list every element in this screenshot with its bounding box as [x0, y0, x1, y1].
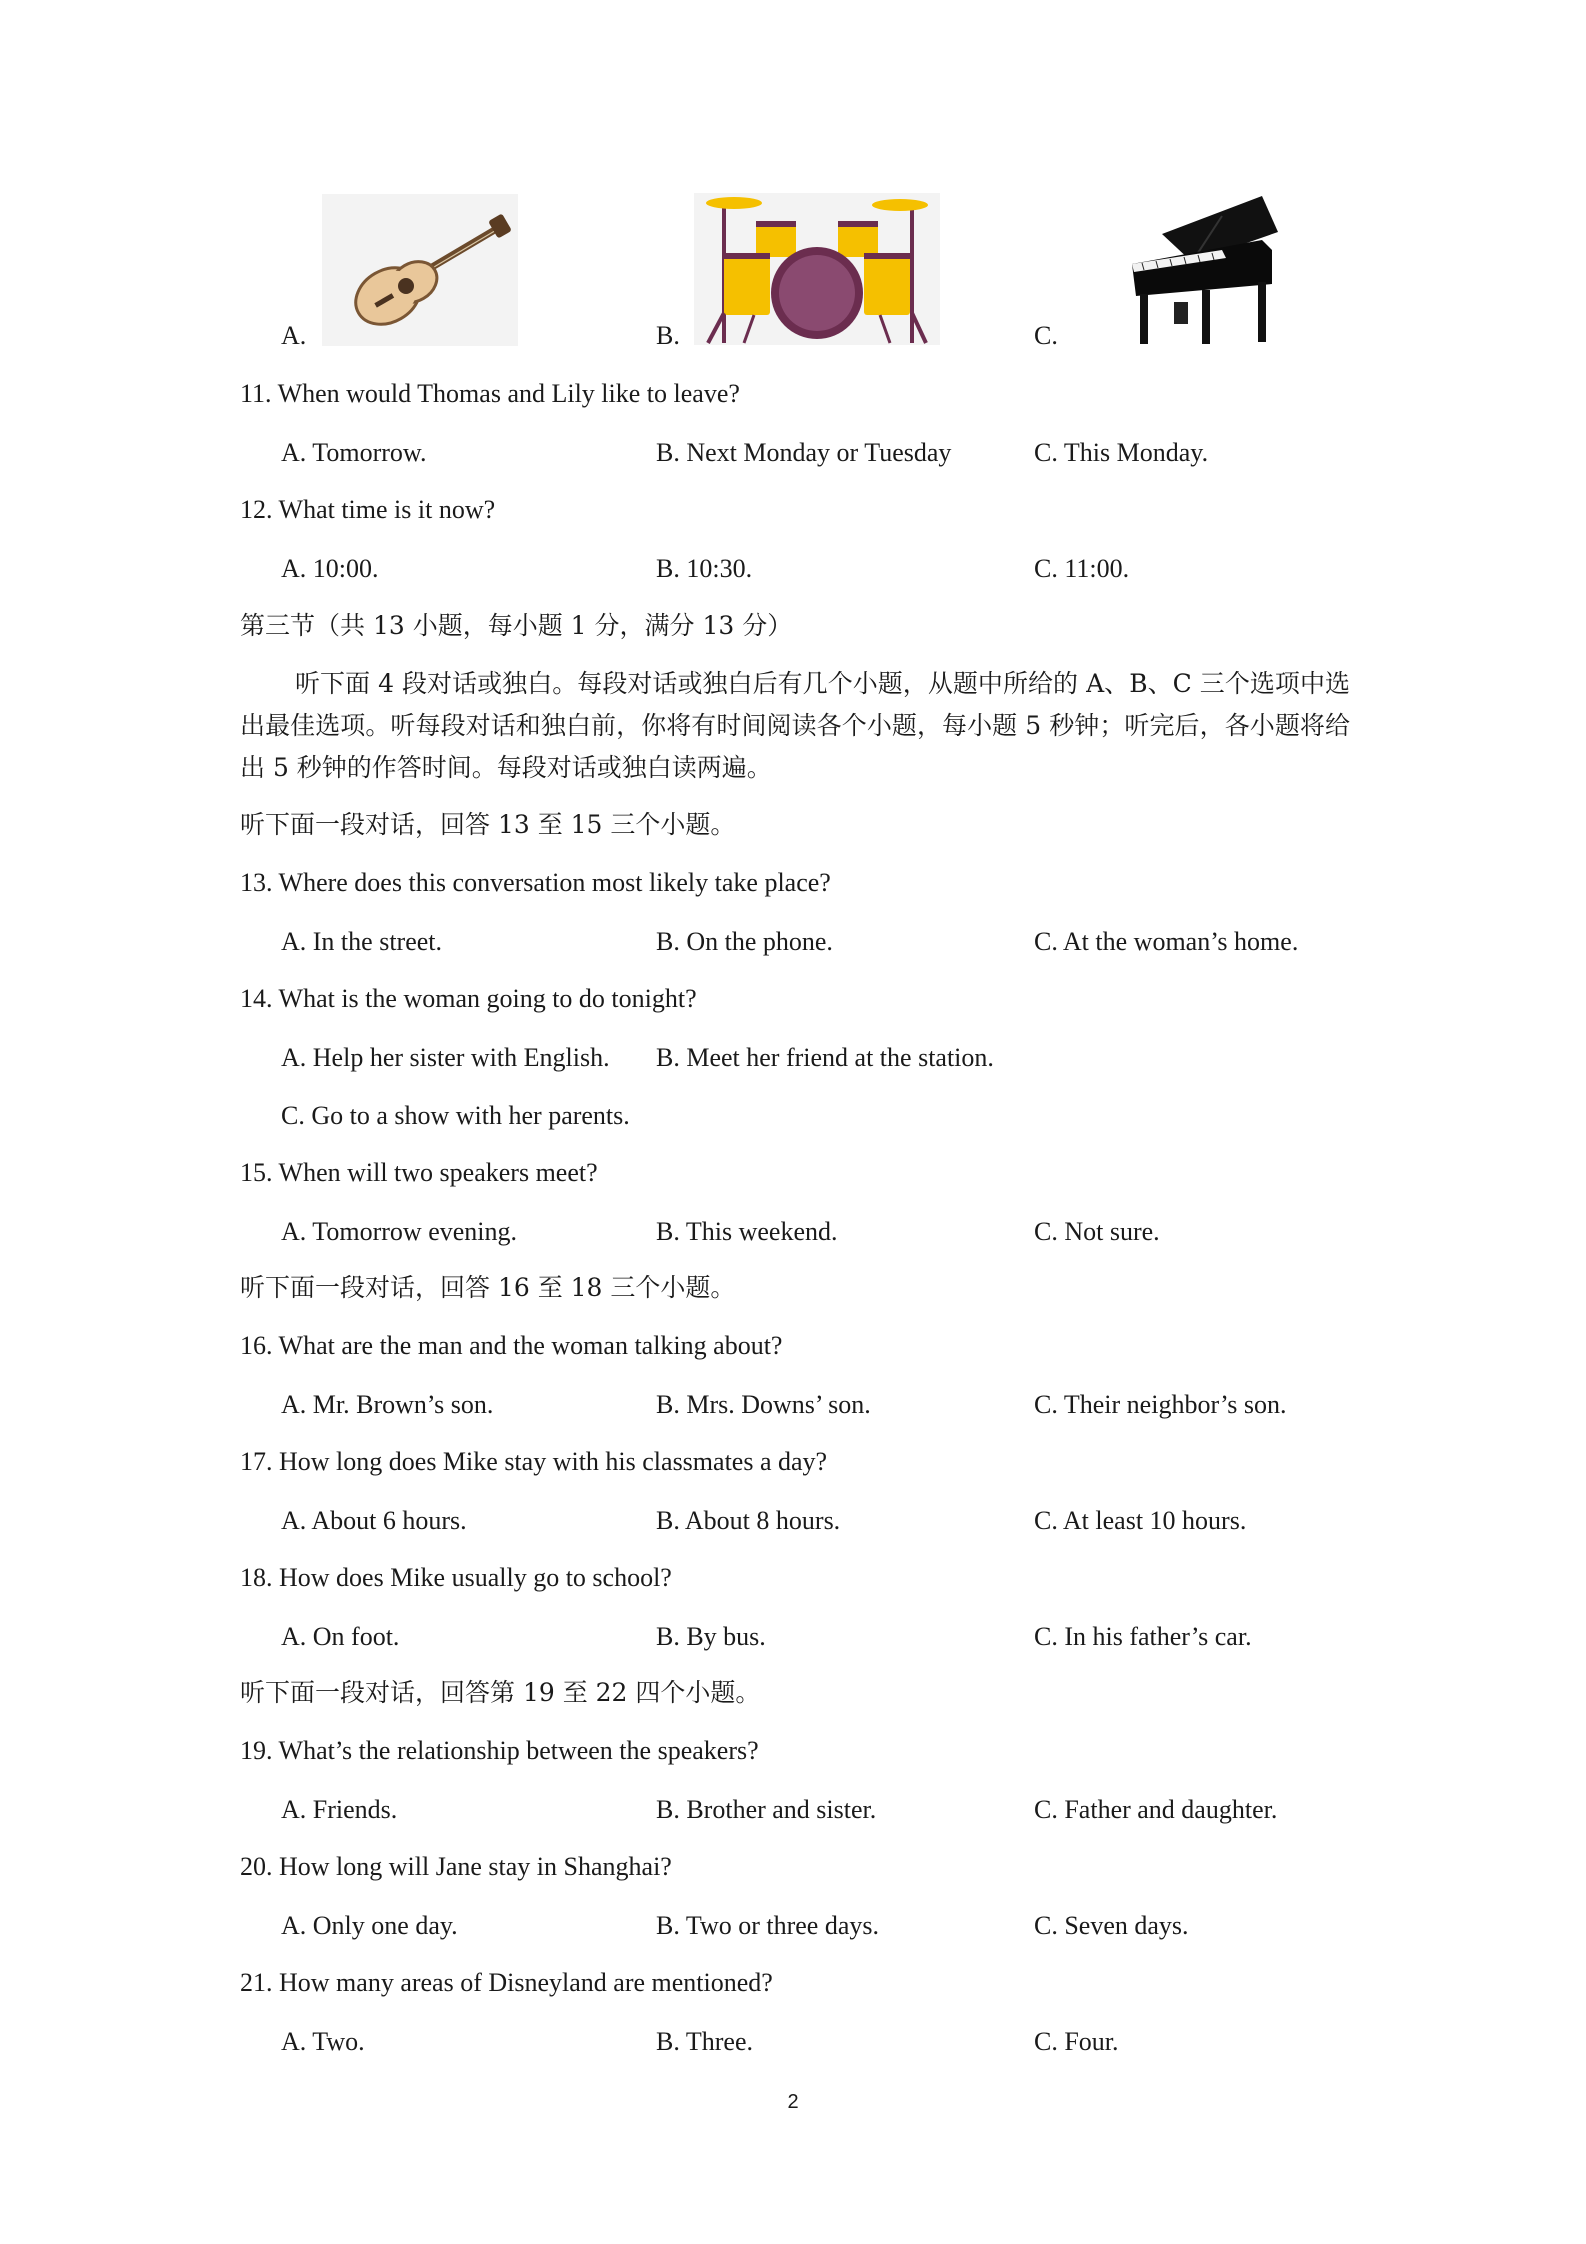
question-19: 19. What’s the relationship between the speakers?: [240, 1736, 759, 1765]
q19-option-c: C. Father and daughter.: [1034, 1795, 1278, 1824]
q16-option-b: B. Mrs. Downs’ son.: [656, 1390, 871, 1419]
question-15: 15. When will two speakers meet?: [240, 1158, 598, 1187]
grand-piano-icon: [1122, 192, 1282, 348]
q20-option-c: C. Seven days.: [1034, 1911, 1189, 1940]
question-13: 13. Where does this conversation most likely take place?: [240, 868, 831, 897]
acoustic-guitar-icon: [322, 194, 518, 346]
q21-option-b: B. Three.: [656, 2027, 753, 2056]
section-3-heading: 第三节（共 13 小题，每小题 1 分，满分 13 分）: [240, 611, 793, 640]
image-option-a-label: A.: [281, 321, 307, 350]
image-option-b-label: B.: [656, 321, 680, 350]
section-3-instructions: 听下面 4 段对话或独白。每段对话或独白后有几个小题，从题中所给的 A、B、C 三个选项中选出最佳选项。听每段对话和独白前，你将有时间阅读各个小题，每小题 5 秒钟；听完后，各小题将给出 5 秒钟的作答时间。每段对话或独白读两遍。: [240, 669, 1350, 782]
q16-option-a: A. Mr. Brown’s son.: [281, 1390, 494, 1419]
q18-option-b: B. By bus.: [656, 1622, 766, 1651]
image-option-c-label: C.: [1034, 321, 1058, 350]
q13-option-b: B. On the phone.: [656, 927, 833, 956]
question-14: 14. What is the woman going to do tonight?: [240, 984, 697, 1013]
drum-kit-icon: [694, 193, 940, 345]
question-11: 11. When would Thomas and Lily like to leave?: [240, 379, 740, 408]
q18-option-a: A. On foot.: [281, 1622, 400, 1651]
q19-option-b: B. Brother and sister.: [656, 1795, 877, 1824]
q21-option-a: A. Two.: [281, 2027, 365, 2056]
q17-option-c: C. At least 10 hours.: [1034, 1506, 1247, 1535]
page-number: 2: [787, 2091, 799, 2113]
q15-option-a: A. Tomorrow evening.: [281, 1217, 517, 1246]
q11-option-a: A. Tomorrow.: [281, 438, 427, 467]
q17-option-b: B. About 8 hours.: [656, 1506, 841, 1535]
q13-option-c: C. At the woman’s home.: [1034, 927, 1299, 956]
q14-option-a: A. Help her sister with English.: [281, 1043, 610, 1072]
q12-option-b: B. 10:30.: [656, 554, 753, 583]
question-21: 21. How many areas of Disneyland are mentioned?: [240, 1968, 773, 1997]
q12-option-c: C. 11:00.: [1034, 554, 1130, 583]
question-16: 16. What are the man and the woman talking about?: [240, 1331, 783, 1360]
q20-option-b: B. Two or three days.: [656, 1911, 879, 1940]
q17-option-a: A. About 6 hours.: [281, 1506, 467, 1535]
q20-option-a: A. Only one day.: [281, 1911, 458, 1940]
q16-option-c: C. Their neighbor’s son.: [1034, 1390, 1287, 1419]
question-17: 17. How long does Mike stay with his classmates a day?: [240, 1447, 828, 1476]
q14-option-b: B. Meet her friend at the station.: [656, 1043, 994, 1072]
dialog-3-intro: 听下面一段对话，回答第 19 至 22 四个小题。: [240, 1678, 761, 1707]
q14-option-c: C. Go to a show with her parents.: [281, 1101, 630, 1130]
question-18: 18. How does Mike usually go to school?: [240, 1563, 672, 1592]
q18-option-c: C. In his father’s car.: [1034, 1622, 1252, 1651]
dialog-2-intro: 听下面一段对话，回答 16 至 18 三个小题。: [240, 1273, 736, 1302]
q19-option-a: A. Friends.: [281, 1795, 398, 1824]
dialog-1-intro: 听下面一段对话，回答 13 至 15 三个小题。: [240, 810, 736, 839]
question-20: 20. How long will Jane stay in Shanghai?: [240, 1852, 672, 1881]
q11-option-b: B. Next Monday or Tuesday: [656, 438, 952, 467]
q21-option-c: C. Four.: [1034, 2027, 1119, 2056]
q15-option-b: B. This weekend.: [656, 1217, 838, 1246]
q13-option-a: A. In the street.: [281, 927, 443, 956]
q12-option-a: A. 10:00.: [281, 554, 379, 583]
q15-option-c: C. Not sure.: [1034, 1217, 1160, 1246]
question-12: 12. What time is it now?: [240, 495, 496, 524]
q11-option-c: C. This Monday.: [1034, 438, 1209, 467]
